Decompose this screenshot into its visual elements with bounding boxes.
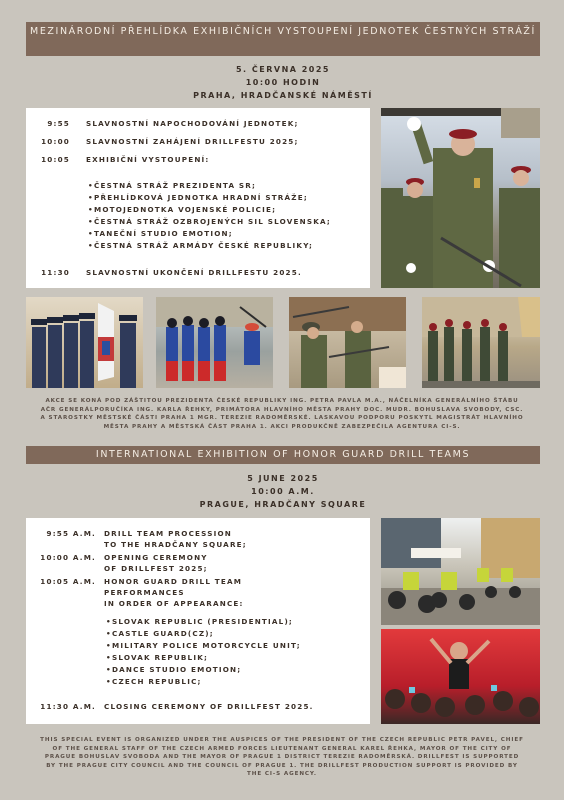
english-time: 10:00 A.M. [251,487,315,496]
honor-guard-salute-photo [381,108,540,288]
english-date: 5 JUNE 2025 [247,474,319,483]
czech-unit-list [88,180,331,252]
czech-place: PRAHA, HRADČANSKÉ NÁMĚSTÍ [193,91,373,100]
schedule-time: 10:00 [41,137,70,146]
ceremony-parade-photo [422,297,540,388]
czech-title-banner [26,22,540,56]
list-item: •ČESTNÁ STRÁŽ OZBROJENÝCH SIL SLOVENSKA; [88,217,331,226]
list-item: •CASTLE GUARD(CZ); [106,629,214,638]
list-item: •SLOVAK REPUBLIK; [106,653,209,662]
schedule-time: 11:30 A.M. [40,702,96,711]
motorcycle-unit-photo [381,518,540,625]
list-item: •TANEČNÍ STUDIO EMOTION; [88,229,233,238]
list-item: •PŘEHLÍDKOVÁ JEDNOTKA HRADNÍ STRÁŽE; [88,193,308,202]
list-item: •ČESTNÁ STRÁŽ PREZIDENTA SR; [88,181,257,190]
schedule-text: HONOR GUARD DRILL TEAM PERFORMANCES IN ORDER OF APPEARANCE: [104,577,244,608]
english-date-block [26,472,540,511]
dance-studio-photo [381,629,540,724]
schedule-text: SLAVNOSTNÍ UKONČENÍ DRILLFESTU 2025. [86,268,302,277]
schedule-text: DRILL TEAM PROCESSION TO THE HRADČANY SQUARE; [104,529,247,549]
schedule-text: CLOSING CEREMONY OF DRILLFEST 2025. [104,702,314,711]
schedule-text: SLAVNOSTNÍ NAPOCHODOVÁNÍ JEDNOTEK; [86,119,299,128]
english-place: PRAGUE, HRADČANY SQUARE [199,500,367,509]
castle-guard-photo [156,297,273,388]
schedule-text: OPENING CEREMONY OF DRILLFEST 2025; [104,553,208,573]
schedule-time: 9:55 [47,119,70,128]
schedule-text: SLAVNOSTNÍ ZAHÁJENÍ DRILLFESTU 2025; [86,137,299,146]
schedule-time: 10:05 A.M. [40,577,96,586]
english-title-banner [26,446,540,464]
english-patronage-note: THIS SPECIAL EVENT IS ORGANIZED UNDER THE AUSPICES OF THE PRESIDENT OF THE CZECH REPUBLIC PETR PAVEL, CHIEF OF THE GENERAL STAFF OF THE CZECH ARMED FORCES LIEUTENANT GENERAL KAREL ŘEHKA, MAYOR OF THE CITY OF PRAGUE BOHUSLAV SVOBODA AND THE MAYOR OF PRAGUE 1 DISTRICT TEREZIE RADOMĚRSKÁ. DRILLFEST IS SUPPORTED BY THE PRAGUE CITY COUNCIL AND THE COUNCIL OF PRAGUE 1. THE DRILLFEST PRODUCTION SUPPORT IS PROVIDED BY THE CI-S AGENCY. [40,737,524,777]
schedule-text: EXHIBIČNÍ VYSTOUPENÍ: [86,155,210,164]
schedule-time: 10:05 [41,155,70,164]
czech-title: MEZINÁRODNÍ PŘEHLÍDKA EXHIBIČNÍCH VYSTOUPENÍ JEDNOTEK ČESTNÝCH STRÁŽÍ [30,26,536,37]
english-unit-list [106,616,301,688]
czech-time: 10:00 HODIN [245,78,321,87]
schedule-time: 10:00 A.M. [40,553,96,562]
czech-patronage-note: AKCE SE KONÁ POD ZÁŠTITOU PREZIDENTA ČESKÉ REPUBLIKY ING. PETRA PAVLA M.A., NÁČELNÍKA GENERÁLNÍHO ŠTÁBU AČR GENERÁLPORUČÍKA ING. KARLA ŘEHKY, PRIMÁTORA HLAVNÍHO MĚSTA PRAHY DOC. MUDR. BOHUSLAVA SVOBODY, CSC. A STAROSTKY MĚSTSKÉ ČÁSTI PRAHA 1 MGR. TEREZIE RADOMĚRSKÉ. LASKAVOU PODPORU POSKYTL MAGISTRÁT HLAVNÍHO MĚSTA PRAHY A MĚSTSKÁ ČÁST PRAHA 1. AKCI PRODUKČNĚ ZABEZPEČILA AGENTURA CI-S. [40,398,524,430]
english-schedule-panel [26,518,370,724]
list-item: •SLOVAK REPUBLIC (PRESIDENTIAL); [106,617,294,626]
army-drill-photo [289,297,406,388]
english-title: INTERNATIONAL EXHIBITION OF HONOR GUARD DRILL TEAMS [95,449,471,460]
list-item: •ČESTNÁ STRÁŽ ARMÁDY ČESKÉ REPUBLIKY; [88,241,314,250]
slovak-guard-photo [26,297,143,388]
czech-date-block [26,63,540,102]
czech-date: 5. ČERVNA 2025 [235,65,330,74]
list-item: •CZECH REPUBLIC; [106,677,202,686]
list-item: •DANCE STUDIO EMOTION; [106,665,242,674]
schedule-time: 9:55 A.M. [46,529,96,538]
schedule-time: 11:30 [41,268,70,277]
list-item: •MOTOJEDNOTKA VOJENSKÉ POLICIE; [88,205,277,214]
czech-schedule-panel [26,108,370,288]
list-item: •MILITARY POLICE MOTORCYCLE UNIT; [106,641,301,650]
